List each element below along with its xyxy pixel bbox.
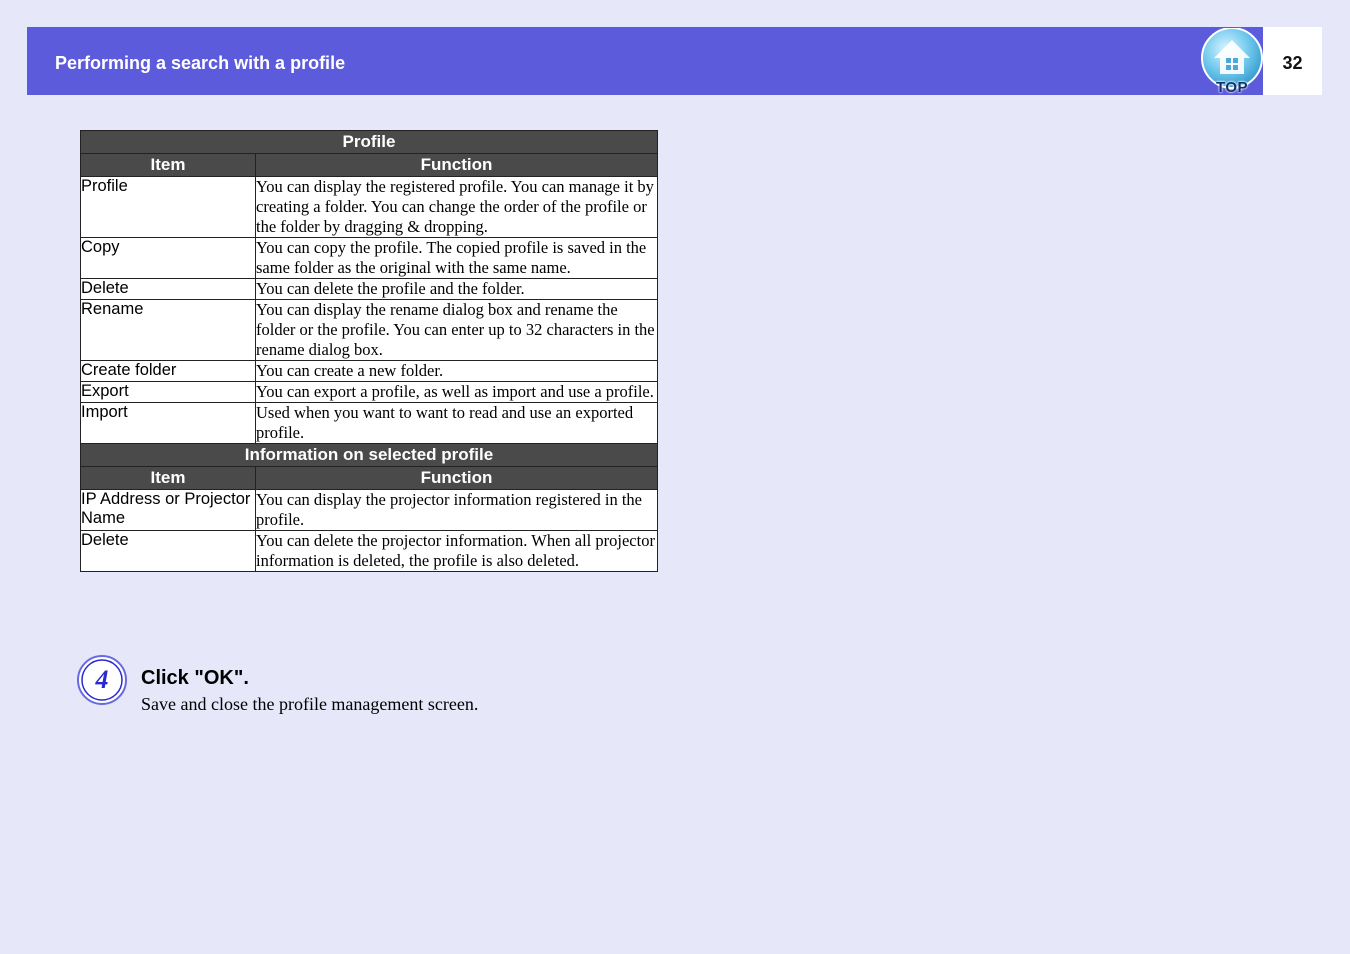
row-item: Export xyxy=(81,382,256,403)
table-column-header xyxy=(81,467,658,490)
row-function: You can create a new folder. xyxy=(256,361,658,382)
table-row xyxy=(81,403,658,444)
section-title-profile: Profile xyxy=(81,131,658,154)
table-row xyxy=(81,279,658,300)
page-number: 32 xyxy=(1282,53,1303,73)
section-title-info: Information on selected profile xyxy=(81,444,658,467)
table-row xyxy=(81,177,658,238)
row-function: You can display the rename dialog box and rename the folder or the profile. You can enter up to 32 characters in the rename dialog box. xyxy=(256,300,658,361)
row-function: You can display the projector information registered in the profile. xyxy=(256,490,658,531)
row-item: Create folder xyxy=(81,361,256,382)
row-function: Used when you want to want to read and use an exported profile. xyxy=(256,403,658,444)
step-number: 4 xyxy=(95,665,109,694)
table-section-header xyxy=(81,131,658,154)
row-item: Profile xyxy=(81,177,256,238)
row-item: Delete xyxy=(81,279,256,300)
table-row xyxy=(81,300,658,361)
table-row xyxy=(81,490,658,531)
column-header-function: Function xyxy=(256,154,658,177)
step-title: Click "OK". xyxy=(141,667,249,689)
step-description: Save and close the profile management screen. xyxy=(141,694,479,714)
row-function: You can delete the projector information. When all projector information is deleted, the profile is also deleted. xyxy=(256,531,658,572)
column-header-function: Function xyxy=(256,467,658,490)
top-label: TOP xyxy=(1215,79,1249,96)
table-row xyxy=(81,361,658,382)
column-header-item: Item xyxy=(81,467,256,490)
table-section-header xyxy=(81,444,658,467)
row-function: You can display the registered profile. You can manage it by creating a folder. You can change the order of the profile or the folder by dragging & dropping. xyxy=(256,177,658,238)
row-item: Import xyxy=(81,403,256,444)
row-function: You can copy the profile. The copied profile is saved in the same folder as the original with the same name. xyxy=(256,238,658,279)
row-function: You can delete the profile and the folder. xyxy=(256,279,658,300)
row-item: Delete xyxy=(81,531,256,572)
page-header xyxy=(27,27,1263,95)
table-column-header xyxy=(81,154,658,177)
row-item: Rename xyxy=(81,300,256,361)
row-item: IP Address or Projector Name xyxy=(81,490,256,531)
page-number-box xyxy=(1263,27,1322,95)
page-title: Performing a search with a profile xyxy=(55,53,346,73)
table-row xyxy=(81,382,658,403)
profile-function-table xyxy=(80,130,658,572)
row-function: You can export a profile, as well as import and use a profile. xyxy=(256,382,658,403)
row-item: Copy xyxy=(81,238,256,279)
column-header-item: Item xyxy=(81,154,256,177)
step-number-icon xyxy=(76,654,128,706)
table-row xyxy=(81,531,658,572)
table-row xyxy=(81,238,658,279)
top-link-button[interactable] xyxy=(1200,28,1264,94)
